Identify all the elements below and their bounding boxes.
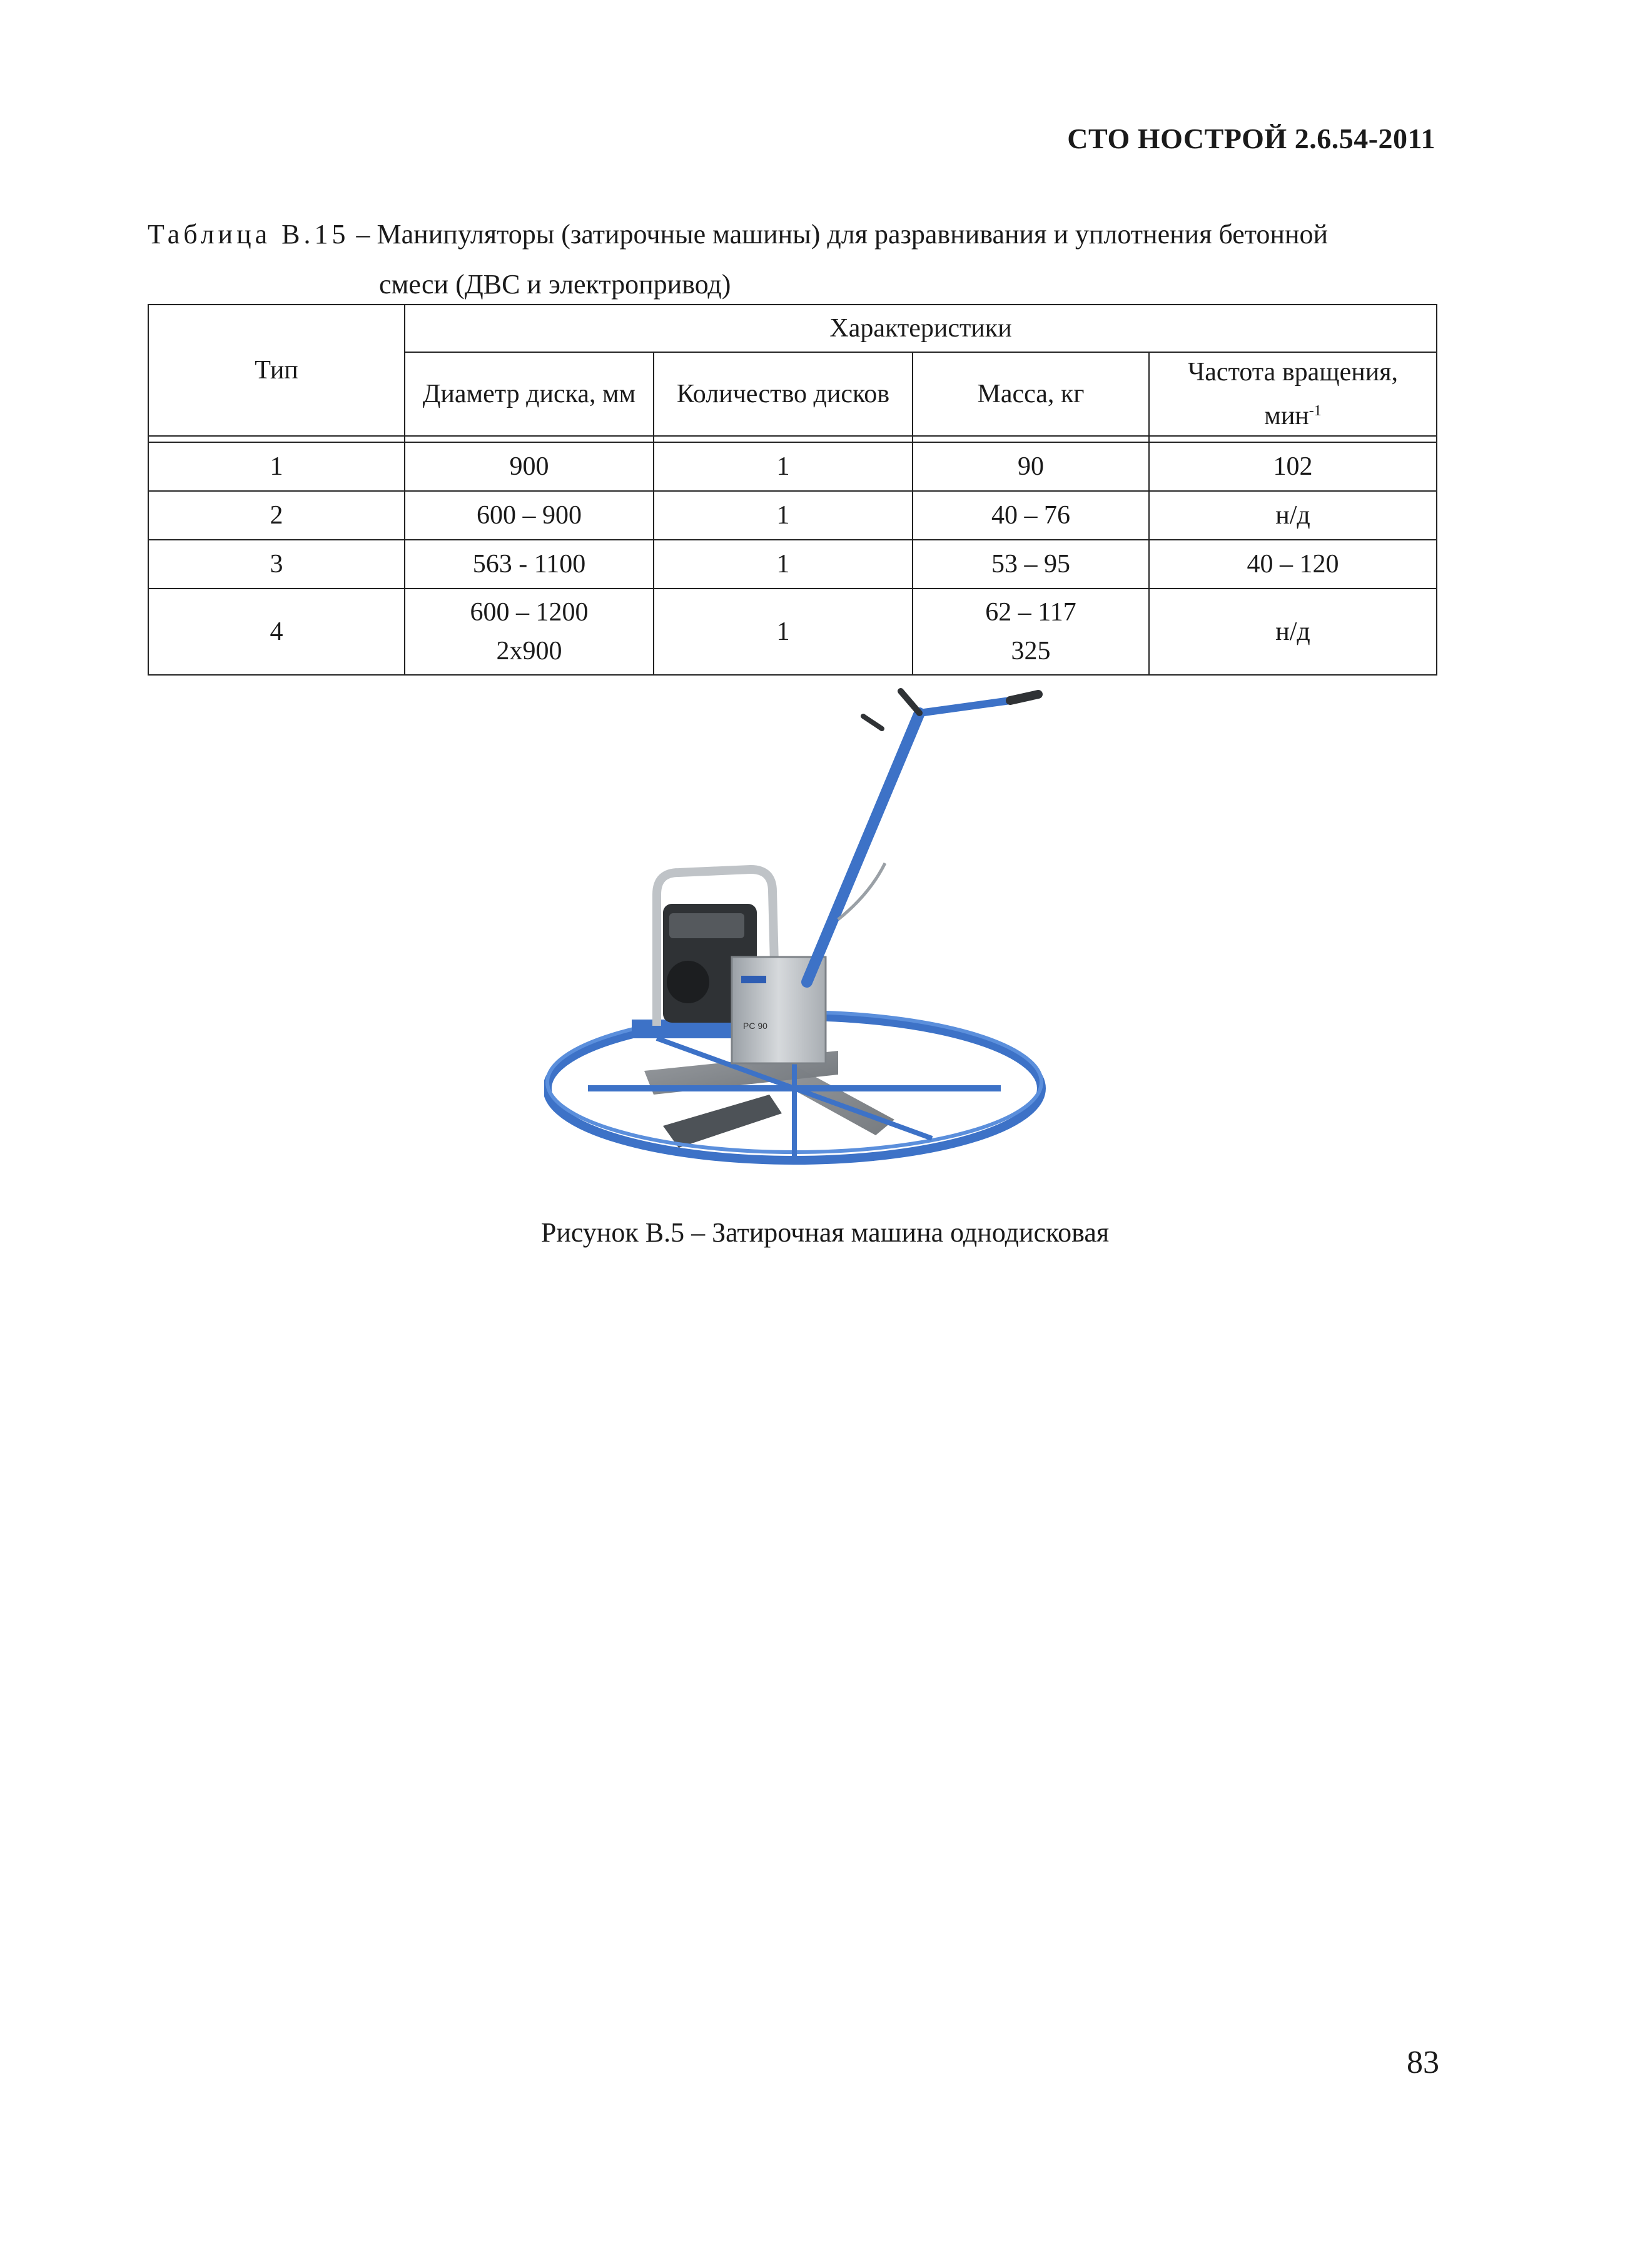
header-disc-count: Количество дисков [654,352,913,436]
cell-mass: 40 – 76 [913,491,1149,540]
cell-diameter-line1: 600 – 1200 [470,598,589,627]
table-row [148,442,1437,491]
cell-mass-line1: 62 – 117 [985,598,1076,627]
trowel-machine-figure [544,688,1057,1201]
cell-discs: 1 [654,589,913,675]
cell-diameter: 600 – 900 [405,491,654,540]
header-rotation-speed-unit: мин [1264,402,1309,430]
machine-model-label: PC 90 [743,1021,767,1031]
cell-rpm: 40 – 120 [1149,540,1437,589]
cell-diameter [405,589,654,675]
page-number: 83 [1407,2045,1439,2080]
table-caption-dash: – [349,219,377,250]
cell-diameter-line2: 2х900 [496,637,562,666]
table-caption-title-line2: смеси (ДВС и электропривод) [379,269,731,300]
cell-type: 2 [148,491,405,540]
cell-mass: 90 [913,442,1149,491]
trowel-machine-illustration [544,688,1057,1201]
cell-mass-line2: 325 [1011,637,1051,666]
header-mass: Масса, кг [913,352,1149,436]
cell-mass [913,589,1149,675]
cell-rpm: 102 [1149,442,1437,491]
cell-discs: 1 [654,442,913,491]
figure-caption: Рисунок В.5 – Затирочная машина однодисковая [540,1217,1110,1248]
table-caption-title-line1: Манипуляторы (затирочные машины) для разравнивания и уплотнения бетонной [377,219,1329,250]
table-caption [148,210,1436,310]
header-characteristics: Характеристики [405,305,1437,352]
table-row [148,491,1437,540]
header-disc-diameter: Диаметр диска, мм [405,352,654,436]
cell-type: 4 [148,589,405,675]
specifications-table [148,304,1437,676]
cell-diameter: 900 [405,442,654,491]
document-standard-header: СТО НОСТРОЙ 2.6.54-2011 [1067,123,1435,154]
cell-rpm: н/д [1149,589,1437,675]
cell-diameter: 563 - 1100 [405,540,654,589]
cell-discs: 1 [654,491,913,540]
table-row [148,540,1437,589]
header-rotation-speed-exponent: -1 [1309,403,1322,419]
cell-type: 3 [148,540,405,589]
header-rotation-speed [1149,352,1437,436]
header-type: Тип [148,305,405,436]
header-rotation-speed-label: Частота вращения, [1187,358,1399,387]
table-caption-label: Таблица В.15 [148,219,350,250]
table-row [148,589,1437,675]
cell-discs: 1 [654,540,913,589]
cell-mass: 53 – 95 [913,540,1149,589]
cell-type: 1 [148,442,405,491]
cell-rpm: н/д [1149,491,1437,540]
